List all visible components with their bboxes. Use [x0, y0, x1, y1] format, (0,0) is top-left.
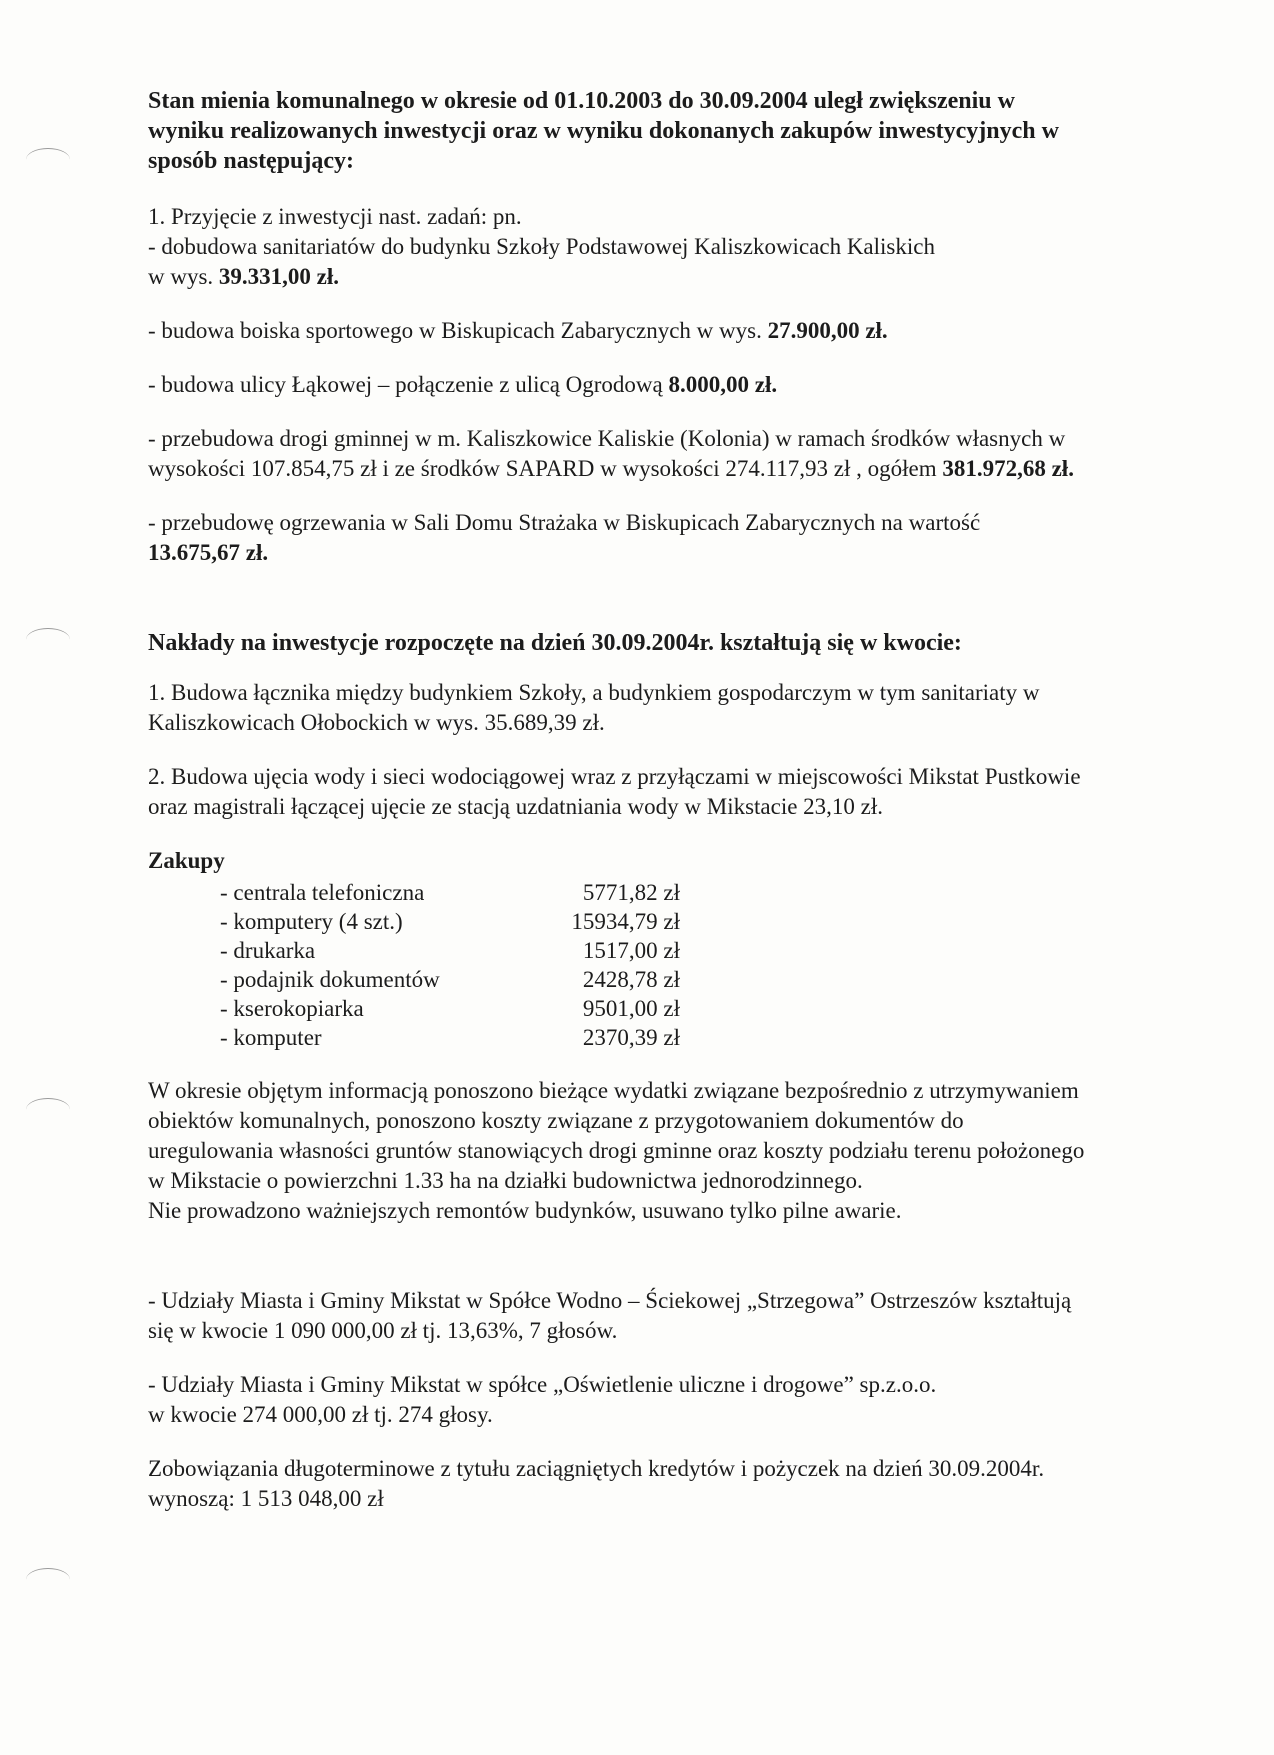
- purchase-name: - centrala telefoniczna: [220, 880, 425, 905]
- investment-item-1-prefix: w wys.: [148, 264, 214, 289]
- purchase-amount: 5771,82 zł: [582, 880, 680, 905]
- investment-item-1-amount: 39.331,00 zł.: [218, 264, 340, 289]
- investment-item-4-amount: 381.972,68 zł.: [942, 456, 1074, 481]
- purchase-amount: 1517,00 zł: [582, 938, 680, 963]
- shares-item-2-line-1: - Udziały Miasta i Gminy Mikstat w spółce „Oświetlenie uliczne i drogowe” sp.z.o.o.: [148, 1372, 937, 1397]
- outlay-item-1: 1. Budowa łącznika między budynkiem Szkoły, a budynkiem gospodarczym w tym sanitariaty w Kaliszkowicach Ołobockich w wys. 35.689,39 zł.: [148, 680, 1040, 735]
- investments-lead: 1. Przyjęcie z inwestycji nast. zadań: pn.: [148, 204, 522, 229]
- investment-item-5-text: - przebudowę ogrzewania w Sali Domu Strażaka w Biskupicach Zabarycznych na wartość: [148, 510, 981, 535]
- purchase-name: - komputer: [220, 1025, 322, 1050]
- shares-item-2: [148, 1370, 1088, 1430]
- investment-item-2-text: - budowa boiska sportowego w Biskupicach Zabarycznych w wys.: [148, 318, 762, 343]
- investment-item-3-text: - budowa ulicy Łąkowej – połączenie z ulicą Ogrodową: [148, 372, 663, 397]
- table-row: [220, 1023, 680, 1052]
- table-row: [220, 994, 680, 1023]
- purchase-amount: 2428,78 zł: [582, 967, 680, 992]
- binder-hole-mark: [26, 1568, 70, 1591]
- section-spacer: [148, 592, 1088, 628]
- purchase-amount: 9501,00 zł: [582, 996, 680, 1021]
- table-row: [220, 965, 680, 994]
- purchase-name: - podajnik dokumentów: [220, 967, 440, 992]
- intro-heading: Stan mienia komunalnego w okresie od 01.10.2003 do 30.09.2004 uległ zwiększeniu w wyniku realizowanych inwestycji oraz w wyniku dokonanych zakupów inwestycyjnych w sposób następujący:: [148, 88, 1059, 174]
- purchase-name: - kserokopiarka: [220, 996, 364, 1021]
- investment-item-3: [148, 370, 1088, 400]
- purchase-amount: 2370,39 zł: [582, 1025, 680, 1050]
- table-row: [220, 878, 680, 907]
- expenses-paragraph: W okresie objętym informacją ponoszono bieżące wydatki związane bezpośrednio z utrzymywaniem obiektów komunalnych, ponoszono koszty związane z przygotowaniem dokumentów do uregulowania własności gruntów stanowiących drogi gminne oraz koszty podziału terenu położonego w Mikstacie o powierzchni 1.33 ha na działki budownictwa jednorodzinnego.: [148, 1078, 1085, 1193]
- binder-hole-mark: [26, 1098, 70, 1121]
- investment-item-2: [148, 316, 1088, 346]
- expenses-note: Nie prowadzono ważniejszych remontów budynków, usuwano tylko pilne awarie.: [148, 1198, 902, 1223]
- investment-item-5-amount: 13.675,67 zł.: [148, 540, 269, 565]
- outlays-heading: Nakłady na inwestycje rozpoczęte na dzień 30.09.2004r. kształtują się w kwocie:: [148, 630, 962, 656]
- binder-hole-mark: [26, 628, 70, 651]
- outlay-item-2: 2. Budowa ujęcia wody i sieci wodociągowej wraz z przyłączami w miejscowości Mikstat Pustkowie oraz magistrali łączącej ujęcie ze stacją uzdatniania wody w Mikstacie 23,10 zł.: [148, 764, 1081, 819]
- purchase-amount: 15934,79 zł: [571, 909, 680, 934]
- document-body: [148, 86, 1088, 1538]
- liabilities-text: Zobowiązania długoterminowe z tytułu zaciągniętych kredytów i pożyczek na dzień 30.09.2004r. wynoszą: 1 513 048,00 zł: [148, 1456, 1045, 1511]
- investment-item-4-text: - przebudowa drogi gminnej w m. Kaliszkowice Kaliskie (Kolonia) w ramach środków własnych w wysokości 107.854,75 zł i ze środków SAPARD w wysokości 274.117,93 zł , ogółem: [148, 426, 1066, 481]
- investment-item-1-text: - dobudowa sanitariatów do budynku Szkoły Podstawowej Kaliszkowicach Kaliskich: [148, 234, 935, 259]
- investment-item-5: [148, 508, 1088, 568]
- shares-item-2-line-2: w kwocie 274 000,00 zł tj. 274 głosy.: [148, 1402, 493, 1427]
- investment-item-2-amount: 27.900,00 zł.: [767, 318, 888, 343]
- investment-item-4: [148, 424, 1088, 484]
- binder-hole-mark: [26, 148, 70, 171]
- purchases-table: [220, 878, 680, 1052]
- table-row: [220, 936, 680, 965]
- shares-item-1: - Udziały Miasta i Gminy Mikstat w Spółce Wodno – Ściekowej „Strzegowa” Ostrzeszów kształtują się w kwocie 1 090 000,00 zł tj. 13,63%, 7 głosów.: [148, 1288, 1072, 1343]
- table-row: [220, 907, 680, 936]
- section-spacer: [148, 1250, 1088, 1286]
- purchase-name: - drukarka: [220, 938, 316, 963]
- purchases-title: Zakupy: [148, 848, 225, 873]
- investment-item-3-amount: 8.000,00 zł.: [668, 372, 778, 397]
- investment-item-1: [148, 232, 1088, 292]
- purchase-name: - komputery (4 szt.): [220, 909, 403, 934]
